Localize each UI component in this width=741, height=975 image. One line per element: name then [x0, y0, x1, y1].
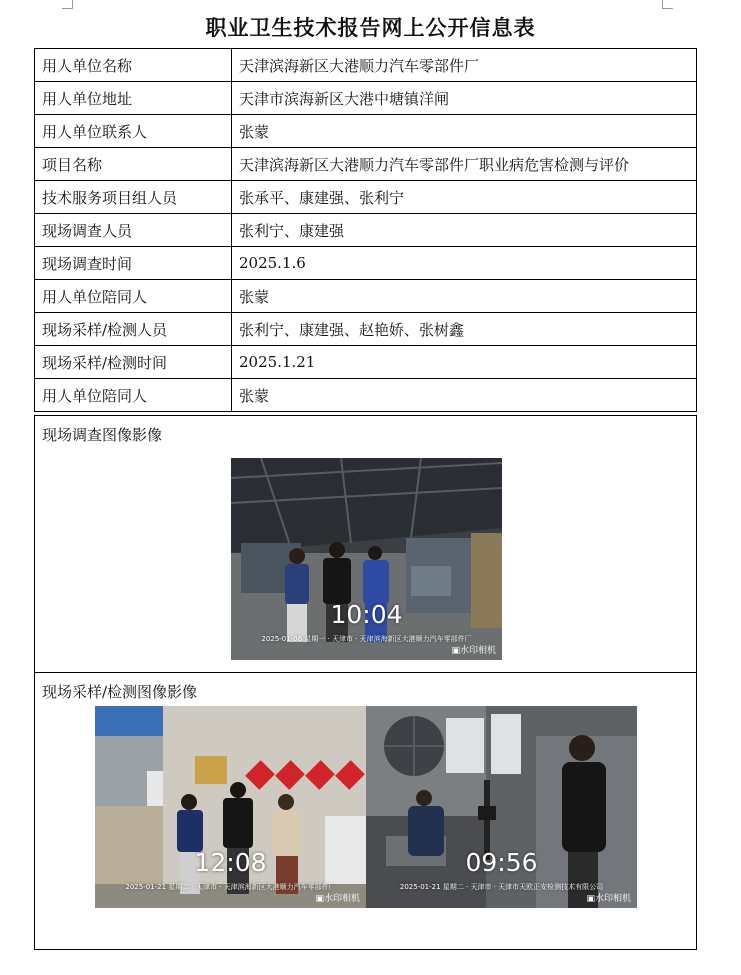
row-value: 天津滨海新区大港顺力汽车零部件厂 — [232, 49, 697, 82]
table-row — [35, 49, 697, 82]
survey-image-caption: 现场调查图像影像 — [42, 426, 163, 444]
row-value: 张蒙 — [232, 379, 697, 412]
photo-meta: 2025-01-06 星期一 · 天津市 · 天津滨海新区大港顺力汽车零部件厂 — [261, 635, 472, 643]
row-value: 2025.1.6 — [232, 247, 697, 280]
photo-time: 10:04 — [330, 600, 403, 629]
survey-photo — [231, 458, 502, 660]
sampling-photo-2 — [366, 706, 637, 908]
sampling-photo-1 — [95, 706, 366, 908]
row-value: 张蒙 — [232, 115, 697, 148]
survey-image-section — [34, 415, 697, 673]
table-row — [35, 214, 697, 247]
row-value: 2025.1.21 — [232, 346, 697, 379]
row-value: 张利宁、康建强、赵艳娇、张树鑫 — [232, 313, 697, 346]
watermark-camera-label: ▣水印相机 — [586, 894, 631, 904]
photo-meta: 2025-01-21 星期二 · 天津市 · 天津滨海新区大港顺力汽车零部件厂 — [125, 883, 336, 891]
table-row — [35, 313, 697, 346]
row-label: 用人单位名称 — [35, 49, 232, 82]
row-label: 现场采样/检测时间 — [35, 346, 232, 379]
watermark-camera-label: ▣水印相机 — [451, 646, 496, 656]
table-row — [35, 280, 697, 313]
photo-meta: 2025-01-21 星期二 · 天津市 · 天津市天欧正安检测技术有限公司 — [399, 883, 604, 891]
info-table — [34, 48, 697, 412]
crop-mark-left — [62, 0, 73, 9]
page-title: 职业卫生技术报告网上公开信息表 — [205, 15, 536, 40]
row-label: 用人单位地址 — [35, 82, 232, 115]
photo-time: 09:56 — [465, 848, 538, 877]
row-value: 天津市滨海新区大港中塘镇洋闸 — [232, 82, 697, 115]
sampling-image-section — [34, 672, 697, 950]
photo-time: 12:08 — [194, 848, 267, 877]
row-value: 张承平、康建强、张利宁 — [232, 181, 697, 214]
row-label: 现场采样/检测人员 — [35, 313, 232, 346]
table-row — [35, 379, 697, 412]
sampling-image-caption: 现场采样/检测图像影像 — [42, 683, 198, 701]
row-label: 技术服务项目组人员 — [35, 181, 232, 214]
row-label: 用人单位陪同人 — [35, 280, 232, 313]
table-row — [35, 148, 697, 181]
row-value: 张蒙 — [232, 280, 697, 313]
table-row — [35, 115, 697, 148]
row-label: 现场调查人员 — [35, 214, 232, 247]
row-label: 用人单位联系人 — [35, 115, 232, 148]
table-row — [35, 346, 697, 379]
row-label: 用人单位陪同人 — [35, 379, 232, 412]
row-label: 现场调查时间 — [35, 247, 232, 280]
table-row — [35, 247, 697, 280]
row-value: 张利宁、康建强 — [232, 214, 697, 247]
table-row — [35, 181, 697, 214]
watermark-camera-label: ▣水印相机 — [315, 894, 360, 904]
table-row — [35, 82, 697, 115]
crop-mark-right — [662, 0, 673, 9]
row-value: 天津滨海新区大港顺力汽车零部件厂职业病危害检测与评价 — [232, 148, 697, 181]
row-label: 项目名称 — [35, 148, 232, 181]
